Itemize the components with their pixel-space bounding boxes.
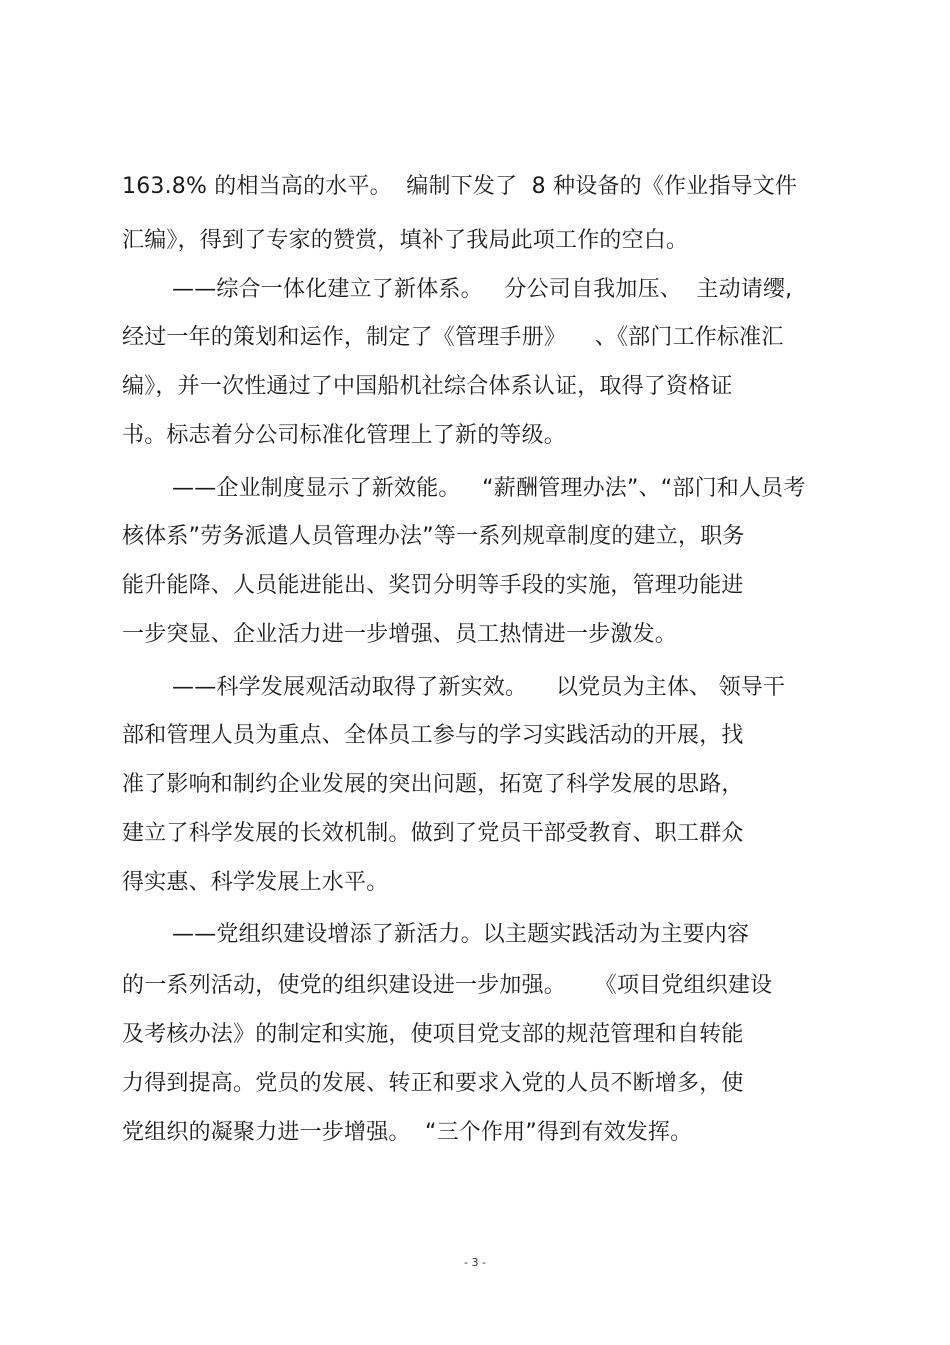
text-line: 的一系列活动，使党的组织建设进一步加强。 《项目党组织建设 — [122, 973, 773, 998]
text-line: 能升能降、人员能进能出、奖罚分明等手段的实施，管理功能进 — [122, 573, 744, 598]
text-line: 书。标志着分公司标准化管理上了新的等级。 — [122, 423, 567, 448]
page-number: - 3 - — [464, 1256, 486, 1269]
text-line: 汇编》，得到了专家的赞赏，填补了我局此项工作的空白。 — [122, 228, 689, 253]
text-line: ——综合一体化建立了新体系。 分公司自我加压、 主动请缨, — [172, 277, 793, 302]
text-line: 准了影响和制约企业发展的突出问题，拓宽了科学发展的思路， — [122, 772, 744, 797]
text-line: 及考核办法》的制定和实施，使项目党支部的规范管理和自转能 — [122, 1022, 744, 1047]
text-line: 163.8% 的相当高的水平。 编制下发了 8 种设备的《作业指导文件 — [122, 174, 798, 199]
text-line: 得实惠、科学发展上水平。 — [122, 870, 389, 895]
text-line: ——党组织建设增添了新活力。以主题实践活动为主要内容 — [172, 922, 750, 947]
text-line: 力得到提高。党员的发展、转正和要求入党的人员不断增多，使 — [122, 1071, 744, 1096]
text-line: 经过一年的策划和运作，制定了《管理手册》 、《部门工作标准汇 — [122, 325, 784, 350]
text-line: 部和管理人员为重点、全体员工参与的学习实践活动的开展，找 — [122, 723, 744, 748]
text-line: 编》，并一次性通过了中国船机社综合体系认证，取得了资格证 — [122, 374, 733, 399]
text-line: 党组织的凝聚力进一步增强。 “三个作用”得到有效发挥。 — [122, 1120, 693, 1145]
text-line: 建立了科学发展的长效机制。做到了党员干部受教育、职工群众 — [122, 821, 744, 846]
text-line: 核体系”劳务派遣人员管理办法”等一系列规章制度的建立，职务 — [122, 524, 745, 549]
text-line: 一步突显、企业活力进一步增强、员工热情进一步激发。 — [122, 622, 678, 647]
text-line: ——企业制度显示了新效能。 “薪酬管理办法”、“部门和人员考 — [172, 476, 806, 501]
text-line: ——科学发展观活动取得了新实效。 以党员为主体、 领导干 — [172, 675, 786, 700]
